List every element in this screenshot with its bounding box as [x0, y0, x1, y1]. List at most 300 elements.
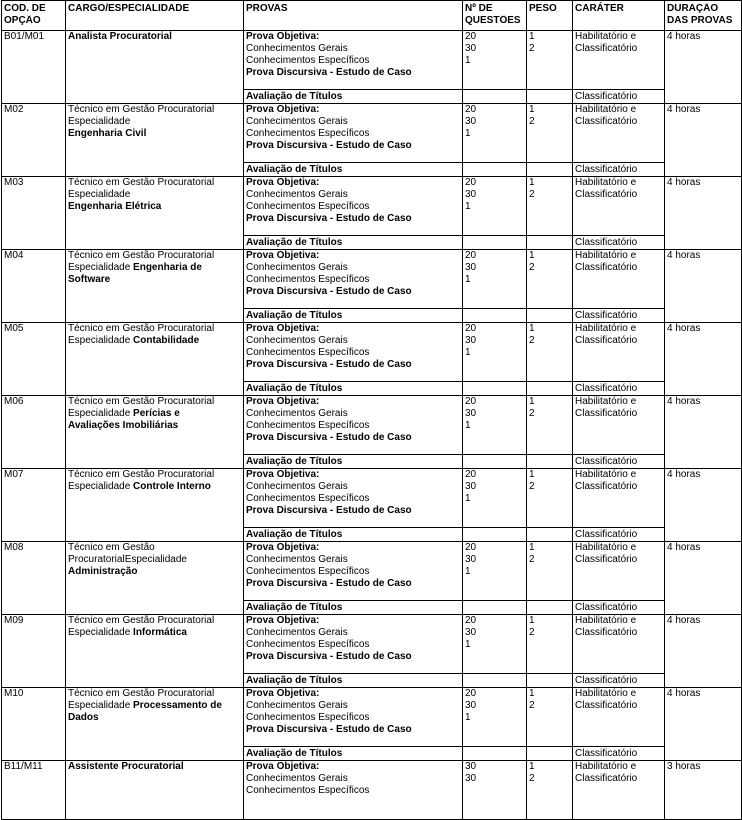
questoes-cell: [463, 31, 527, 90]
peso-value: 2: [529, 189, 535, 200]
avaliacao-label: Avaliação de Títulos: [246, 310, 343, 321]
avaliacao-carater: Classificatório: [575, 675, 638, 686]
prova-line: Prova Objetiva:: [246, 469, 320, 480]
avaliacao-carater-cell: [573, 309, 665, 323]
cargo-line: [68, 189, 241, 201]
avaliacao-carater: Classificatório: [575, 529, 638, 540]
prova-line: Prova Objetiva:: [246, 615, 320, 626]
avaliacao-peso-empty: [527, 309, 573, 323]
avaliacao-questoes-empty: [463, 309, 527, 323]
cargo-cell: [66, 761, 244, 820]
provas-cell: [244, 104, 463, 163]
provas-cell: [244, 615, 463, 674]
avaliacao-label: Avaliação de Títulos: [246, 91, 343, 102]
questoes-value: 20: [465, 177, 477, 188]
avaliacao-carater-cell: [573, 601, 665, 615]
duracao-cell: [665, 104, 742, 177]
cargo-line: [68, 201, 241, 213]
peso-cell: [527, 469, 573, 528]
prova-line: Conhecimentos Gerais: [246, 627, 348, 638]
carater-line: Habilitatório e: [575, 250, 637, 261]
cod-opcao-cell: [2, 615, 66, 688]
peso-value: 2: [529, 335, 535, 346]
prova-line: Conhecimentos Específicos: [246, 639, 370, 650]
peso-cell: [527, 104, 573, 163]
avaliacao-carater: Classificatório: [575, 456, 638, 467]
carater-line: Classificatório: [575, 335, 638, 346]
peso-cell: [527, 396, 573, 455]
duracao-value: 4 horas: [667, 542, 701, 553]
cargo-cell: [66, 396, 244, 469]
carater-line: Classificatório: [575, 116, 638, 127]
cod-opcao: M10: [4, 688, 24, 699]
cod-opcao-cell: [2, 469, 66, 542]
questoes-value: 1: [465, 201, 471, 212]
questoes-value: 20: [465, 31, 477, 42]
questoes-value: 30: [465, 481, 477, 492]
header-cargo: CARGO/ESPECIALIDADE: [66, 1, 244, 31]
table-row: [2, 323, 742, 382]
carater-line: Classificatório: [575, 189, 638, 200]
carater-line: Habilitatório e: [575, 615, 637, 626]
carater-line: Classificatório: [575, 481, 638, 492]
carater-line: Classificatório: [575, 627, 638, 638]
avaliacao-peso-empty: [527, 382, 573, 396]
avaliacao-carater: Classificatório: [575, 91, 638, 102]
prova-line: Prova Discursiva - Estudo de Caso: [246, 578, 412, 589]
duracao-value: 4 horas: [667, 688, 701, 699]
questoes-value: 30: [465, 262, 477, 273]
avaliacao-label: Avaliação de Títulos: [246, 164, 343, 175]
avaliacao-cell: [244, 455, 463, 469]
duracao-value: 4 horas: [667, 31, 701, 42]
duracao-value: 4 horas: [667, 615, 701, 626]
carater-cell: [573, 104, 665, 163]
prova-line: Prova Discursiva - Estudo de Caso: [246, 724, 412, 735]
duracao-value: 4 horas: [667, 177, 701, 188]
prova-line: Conhecimentos Gerais: [246, 700, 348, 711]
avaliacao-peso-empty: [527, 236, 573, 250]
carater-line: Habilitatório e: [575, 542, 637, 553]
questoes-value: 1: [465, 128, 471, 139]
prova-line: Conhecimentos Específicos: [246, 201, 370, 212]
avaliacao-cell: [244, 747, 463, 761]
cargo-cell: [66, 688, 244, 761]
duracao-value: 4 horas: [667, 104, 701, 115]
duracao-value: 4 horas: [667, 323, 701, 334]
carater-line: Habilitatório e: [575, 469, 637, 480]
cargo-line: [68, 396, 241, 408]
table-row: [2, 104, 742, 163]
duracao-cell: [665, 542, 742, 615]
avaliacao-label: Avaliação de Títulos: [246, 383, 343, 394]
prova-line: Prova Objetiva:: [246, 396, 320, 407]
peso-value: 1: [529, 469, 535, 480]
cargo-line: [68, 481, 241, 493]
duracao-cell: [665, 177, 742, 250]
peso-value: 2: [529, 408, 535, 419]
cargo-cell: [66, 542, 244, 615]
avaliacao-peso-empty: [527, 455, 573, 469]
header-row: [2, 1, 742, 31]
avaliacao-questoes-empty: [463, 674, 527, 688]
carater-line: Habilitatório e: [575, 177, 637, 188]
cargo-text: Técnico em Gestão Procuratorial: [68, 250, 215, 261]
avaliacao-carater-cell: [573, 455, 665, 469]
questoes-value: 20: [465, 688, 477, 699]
prova-line: Prova Objetiva:: [246, 250, 320, 261]
cargo-line: [68, 688, 241, 700]
avaliacao-cell: [244, 90, 463, 104]
cargo-text: Especialidade: [68, 189, 131, 200]
cargo-specialty: Perícias e: [133, 408, 180, 419]
avaliacao-peso-empty: [527, 601, 573, 615]
peso-cell: [527, 688, 573, 747]
cargo-line: [68, 554, 241, 566]
cargo-line: [68, 128, 241, 140]
prova-line: Conhecimentos Específicos: [246, 420, 370, 431]
questoes-cell: [463, 104, 527, 163]
carater-line: Habilitatório e: [575, 761, 637, 772]
questoes-value: 30: [465, 700, 477, 711]
cargo-line: [68, 700, 241, 712]
duracao-cell: [665, 31, 742, 104]
avaliacao-questoes-empty: [463, 455, 527, 469]
cargo-line: [68, 116, 241, 128]
prova-line: Conhecimentos Gerais: [246, 43, 348, 54]
peso-value: 2: [529, 554, 535, 565]
questoes-cell: [463, 761, 527, 820]
prova-line: Prova Objetiva:: [246, 104, 320, 115]
peso-value: 2: [529, 627, 535, 638]
prova-line: Prova Objetiva:: [246, 323, 320, 334]
duracao-cell: [665, 250, 742, 323]
cod-opcao: M02: [4, 104, 24, 115]
peso-value: 2: [529, 773, 535, 784]
questoes-value: 20: [465, 542, 477, 553]
cargo-text: Especialidade: [68, 408, 134, 419]
questoes-value: 30: [465, 408, 477, 419]
questoes-value: 20: [465, 104, 477, 115]
cod-opcao-cell: [2, 177, 66, 250]
cargo-text: Assistente Procuratorial: [68, 761, 184, 772]
prova-line: Conhecimentos Específicos: [246, 128, 370, 139]
prova-line: Conhecimentos Específicos: [246, 712, 370, 723]
avaliacao-questoes-empty: [463, 163, 527, 177]
cargo-line: [68, 469, 241, 481]
avaliacao-carater-cell: [573, 90, 665, 104]
cargo-cell: [66, 615, 244, 688]
duracao-cell: [665, 615, 742, 688]
questoes-value: 30: [465, 335, 477, 346]
prova-line: Prova Discursiva - Estudo de Caso: [246, 140, 412, 151]
prova-line: Prova Discursiva - Estudo de Caso: [246, 505, 412, 516]
questoes-cell: [463, 469, 527, 528]
prova-line: Prova Objetiva:: [246, 177, 320, 188]
cargo-cell: [66, 469, 244, 542]
cargo-line: [68, 761, 241, 773]
cargo-text: Avaliações Imobiliárias: [68, 420, 179, 431]
table-row: [2, 469, 742, 528]
avaliacao-carater-cell: [573, 674, 665, 688]
avaliacao-questoes-empty: [463, 528, 527, 542]
cargo-specialty: Processamento de: [133, 700, 222, 711]
prova-line: Conhecimentos Específicos: [246, 785, 370, 796]
prova-line: Conhecimentos Gerais: [246, 481, 348, 492]
peso-cell: [527, 31, 573, 90]
cod-opcao: M03: [4, 177, 24, 188]
peso-value: 1: [529, 323, 535, 334]
cargo-text: Técnico em Gestão Procuratorial: [68, 615, 215, 626]
provas-table: [1, 0, 742, 820]
carater-line: Classificatório: [575, 408, 638, 419]
prova-line: Conhecimentos Gerais: [246, 554, 348, 565]
questoes-value: 30: [465, 189, 477, 200]
questoes-cell: [463, 250, 527, 309]
carater-line: Classificatório: [575, 43, 638, 54]
cargo-line: [68, 262, 241, 274]
cargo-specialty: Controle Interno: [133, 481, 211, 492]
header-carater: CARÁTER: [573, 1, 665, 31]
avaliacao-questoes-empty: [463, 236, 527, 250]
questoes-cell: [463, 396, 527, 455]
cargo-text: ProcuratorialEspecialidade: [68, 554, 187, 565]
cargo-line: [68, 274, 241, 286]
avaliacao-carater-cell: [573, 236, 665, 250]
peso-value: 1: [529, 761, 535, 772]
duracao-value: 4 horas: [667, 469, 701, 480]
peso-value: 1: [529, 250, 535, 261]
carater-cell: [573, 250, 665, 309]
peso-value: 2: [529, 116, 535, 127]
prova-line: Conhecimentos Específicos: [246, 347, 370, 358]
questoes-value: 1: [465, 566, 471, 577]
cod-opcao: M09: [4, 615, 24, 626]
avaliacao-label: Avaliação de Títulos: [246, 602, 343, 613]
avaliacao-carater: Classificatório: [575, 164, 638, 175]
cargo-cell: [66, 250, 244, 323]
peso-value: 1: [529, 542, 535, 553]
table-row: [2, 688, 742, 747]
cargo-cell: [66, 31, 244, 104]
carater-cell: [573, 323, 665, 382]
cod-opcao: M04: [4, 250, 24, 261]
cargo-line: [68, 627, 241, 639]
cargo-specialty: Contabilidade: [133, 335, 200, 346]
avaliacao-carater-cell: [573, 528, 665, 542]
peso-value: 1: [529, 31, 535, 42]
peso-value: 1: [529, 688, 535, 699]
cargo-text: Técnico em Gestão: [68, 542, 155, 553]
provas-cell: [244, 31, 463, 90]
cargo-line: [68, 542, 241, 554]
avaliacao-questoes-empty: [463, 382, 527, 396]
questoes-value: 1: [465, 274, 471, 285]
cod-opcao-cell: [2, 688, 66, 761]
cargo-line: [68, 104, 241, 116]
avaliacao-label: Avaliação de Títulos: [246, 748, 343, 759]
cargo-text: Especialidade: [68, 335, 134, 346]
cargo-line: [68, 420, 241, 432]
carater-line: Classificatório: [575, 262, 638, 273]
avaliacao-carater-cell: [573, 747, 665, 761]
cargo-text: Técnico em Gestão Procuratorial: [68, 323, 215, 334]
header-provas: PROVAS: [244, 1, 463, 31]
cargo-text: Técnico em Gestão Procuratorial: [68, 104, 215, 115]
avaliacao-label: Avaliação de Títulos: [246, 456, 343, 467]
provas-cell: [244, 250, 463, 309]
carater-line: Classificatório: [575, 773, 638, 784]
peso-cell: [527, 615, 573, 674]
avaliacao-label: Avaliação de Títulos: [246, 675, 343, 686]
table-row: [2, 396, 742, 455]
cargo-text: Especialidade: [68, 116, 131, 127]
carater-cell: [573, 688, 665, 747]
prova-line: Prova Objetiva:: [246, 542, 320, 553]
prova-line: Conhecimentos Gerais: [246, 189, 348, 200]
prova-line: Conhecimentos Gerais: [246, 773, 348, 784]
peso-value: 1: [529, 396, 535, 407]
avaliacao-carater: Classificatório: [575, 383, 638, 394]
avaliacao-carater: Classificatório: [575, 748, 638, 759]
cargo-text: Especialidade: [68, 262, 134, 273]
prova-line: Prova Objetiva:: [246, 761, 320, 772]
avaliacao-cell: [244, 601, 463, 615]
table-row: [2, 177, 742, 236]
cargo-line: [68, 566, 241, 578]
prova-line: Conhecimentos Gerais: [246, 408, 348, 419]
avaliacao-carater: Classificatório: [575, 602, 638, 613]
peso-value: 1: [529, 177, 535, 188]
avaliacao-cell: [244, 382, 463, 396]
cod-opcao-cell: [2, 104, 66, 177]
avaliacao-cell: [244, 309, 463, 323]
cargo-cell: [66, 104, 244, 177]
peso-value: 1: [529, 104, 535, 115]
avaliacao-peso-empty: [527, 163, 573, 177]
questoes-value: 1: [465, 420, 471, 431]
carater-cell: [573, 542, 665, 601]
carater-line: Habilitatório e: [575, 104, 637, 115]
cod-opcao-cell: [2, 761, 66, 820]
provas-cell: [244, 469, 463, 528]
questoes-cell: [463, 177, 527, 236]
prova-line: Conhecimentos Gerais: [246, 262, 348, 273]
avaliacao-peso-empty: [527, 90, 573, 104]
peso-cell: [527, 250, 573, 309]
header-questoes: Nº DE QUESTÕES: [463, 1, 527, 31]
table-row: [2, 31, 742, 90]
peso-cell: [527, 761, 573, 820]
duracao-cell: [665, 761, 742, 820]
carater-cell: [573, 31, 665, 90]
questoes-value: 30: [465, 773, 477, 784]
cargo-text: Engenharia Civil: [68, 128, 147, 139]
cargo-specialty: Engenharia de: [133, 262, 202, 273]
avaliacao-carater: Classificatório: [575, 237, 638, 248]
table-row: [2, 250, 742, 309]
peso-value: 2: [529, 481, 535, 492]
duracao-cell: [665, 469, 742, 542]
duracao-cell: [665, 688, 742, 761]
prova-line: Prova Discursiva - Estudo de Caso: [246, 359, 412, 370]
peso-value: 1: [529, 615, 535, 626]
avaliacao-cell: [244, 674, 463, 688]
carater-line: Habilitatório e: [575, 323, 637, 334]
duracao-cell: [665, 323, 742, 396]
duracao-value: 3 horas: [667, 761, 701, 772]
cod-opcao: B01/M01: [4, 31, 45, 42]
questoes-value: 20: [465, 396, 477, 407]
prova-line: Prova Discursiva - Estudo de Caso: [246, 67, 412, 78]
cargo-text: Técnico em Gestão Procuratorial: [68, 396, 215, 407]
cod-opcao-cell: [2, 31, 66, 104]
questoes-cell: [463, 323, 527, 382]
carater-cell: [573, 615, 665, 674]
questoes-value: 1: [465, 55, 471, 66]
header-duracao: DURAÇÃO DAS PROVAS: [665, 1, 742, 31]
avaliacao-cell: [244, 236, 463, 250]
questoes-value: 1: [465, 347, 471, 358]
prova-line: Conhecimentos Gerais: [246, 335, 348, 346]
prova-line: Prova Discursiva - Estudo de Caso: [246, 651, 412, 662]
avaliacao-questoes-empty: [463, 90, 527, 104]
table-body: [2, 31, 742, 820]
avaliacao-peso-empty: [527, 528, 573, 542]
prova-line: Conhecimentos Gerais: [246, 116, 348, 127]
prova-line: Conhecimentos Específicos: [246, 566, 370, 577]
cod-opcao: B11/M11: [4, 761, 43, 772]
provas-cell: [244, 688, 463, 747]
cargo-line: [68, 31, 241, 43]
header-cod: CÓD. DE OPÇÃO: [2, 1, 66, 31]
questoes-value: 30: [465, 627, 477, 638]
cod-opcao: M07: [4, 469, 24, 480]
table-row: [2, 542, 742, 601]
prova-line: Prova Objetiva:: [246, 688, 320, 699]
peso-cell: [527, 323, 573, 382]
cargo-text: Administração: [68, 566, 138, 577]
cod-opcao-cell: [2, 323, 66, 396]
prova-line: Prova Discursiva - Estudo de Caso: [246, 286, 412, 297]
cargo-text: Especialidade: [68, 481, 134, 492]
cod-opcao-cell: [2, 396, 66, 469]
prova-line: Prova Discursiva - Estudo de Caso: [246, 213, 412, 224]
table-row: [2, 761, 742, 820]
carater-cell: [573, 396, 665, 455]
cargo-line: [68, 335, 241, 347]
avaliacao-questoes-empty: [463, 601, 527, 615]
questoes-value: 20: [465, 323, 477, 334]
questoes-value: 1: [465, 712, 471, 723]
questoes-value: 30: [465, 554, 477, 565]
peso-cell: [527, 542, 573, 601]
avaliacao-peso-empty: [527, 674, 573, 688]
questoes-value: 20: [465, 469, 477, 480]
carater-line: Classificatório: [575, 700, 638, 711]
carater-cell: [573, 761, 665, 820]
cargo-text: Analista Procuratorial: [68, 31, 172, 42]
cargo-text: Dados: [68, 712, 99, 723]
cargo-line: [68, 177, 241, 189]
prova-line: Conhecimentos Específicos: [246, 274, 370, 285]
prova-line: Prova Objetiva:: [246, 31, 320, 42]
cargo-specialty: Informática: [133, 627, 187, 638]
avaliacao-label: Avaliação de Títulos: [246, 237, 343, 248]
carater-line: Classificatório: [575, 554, 638, 565]
avaliacao-questoes-empty: [463, 747, 527, 761]
carater-cell: [573, 177, 665, 236]
